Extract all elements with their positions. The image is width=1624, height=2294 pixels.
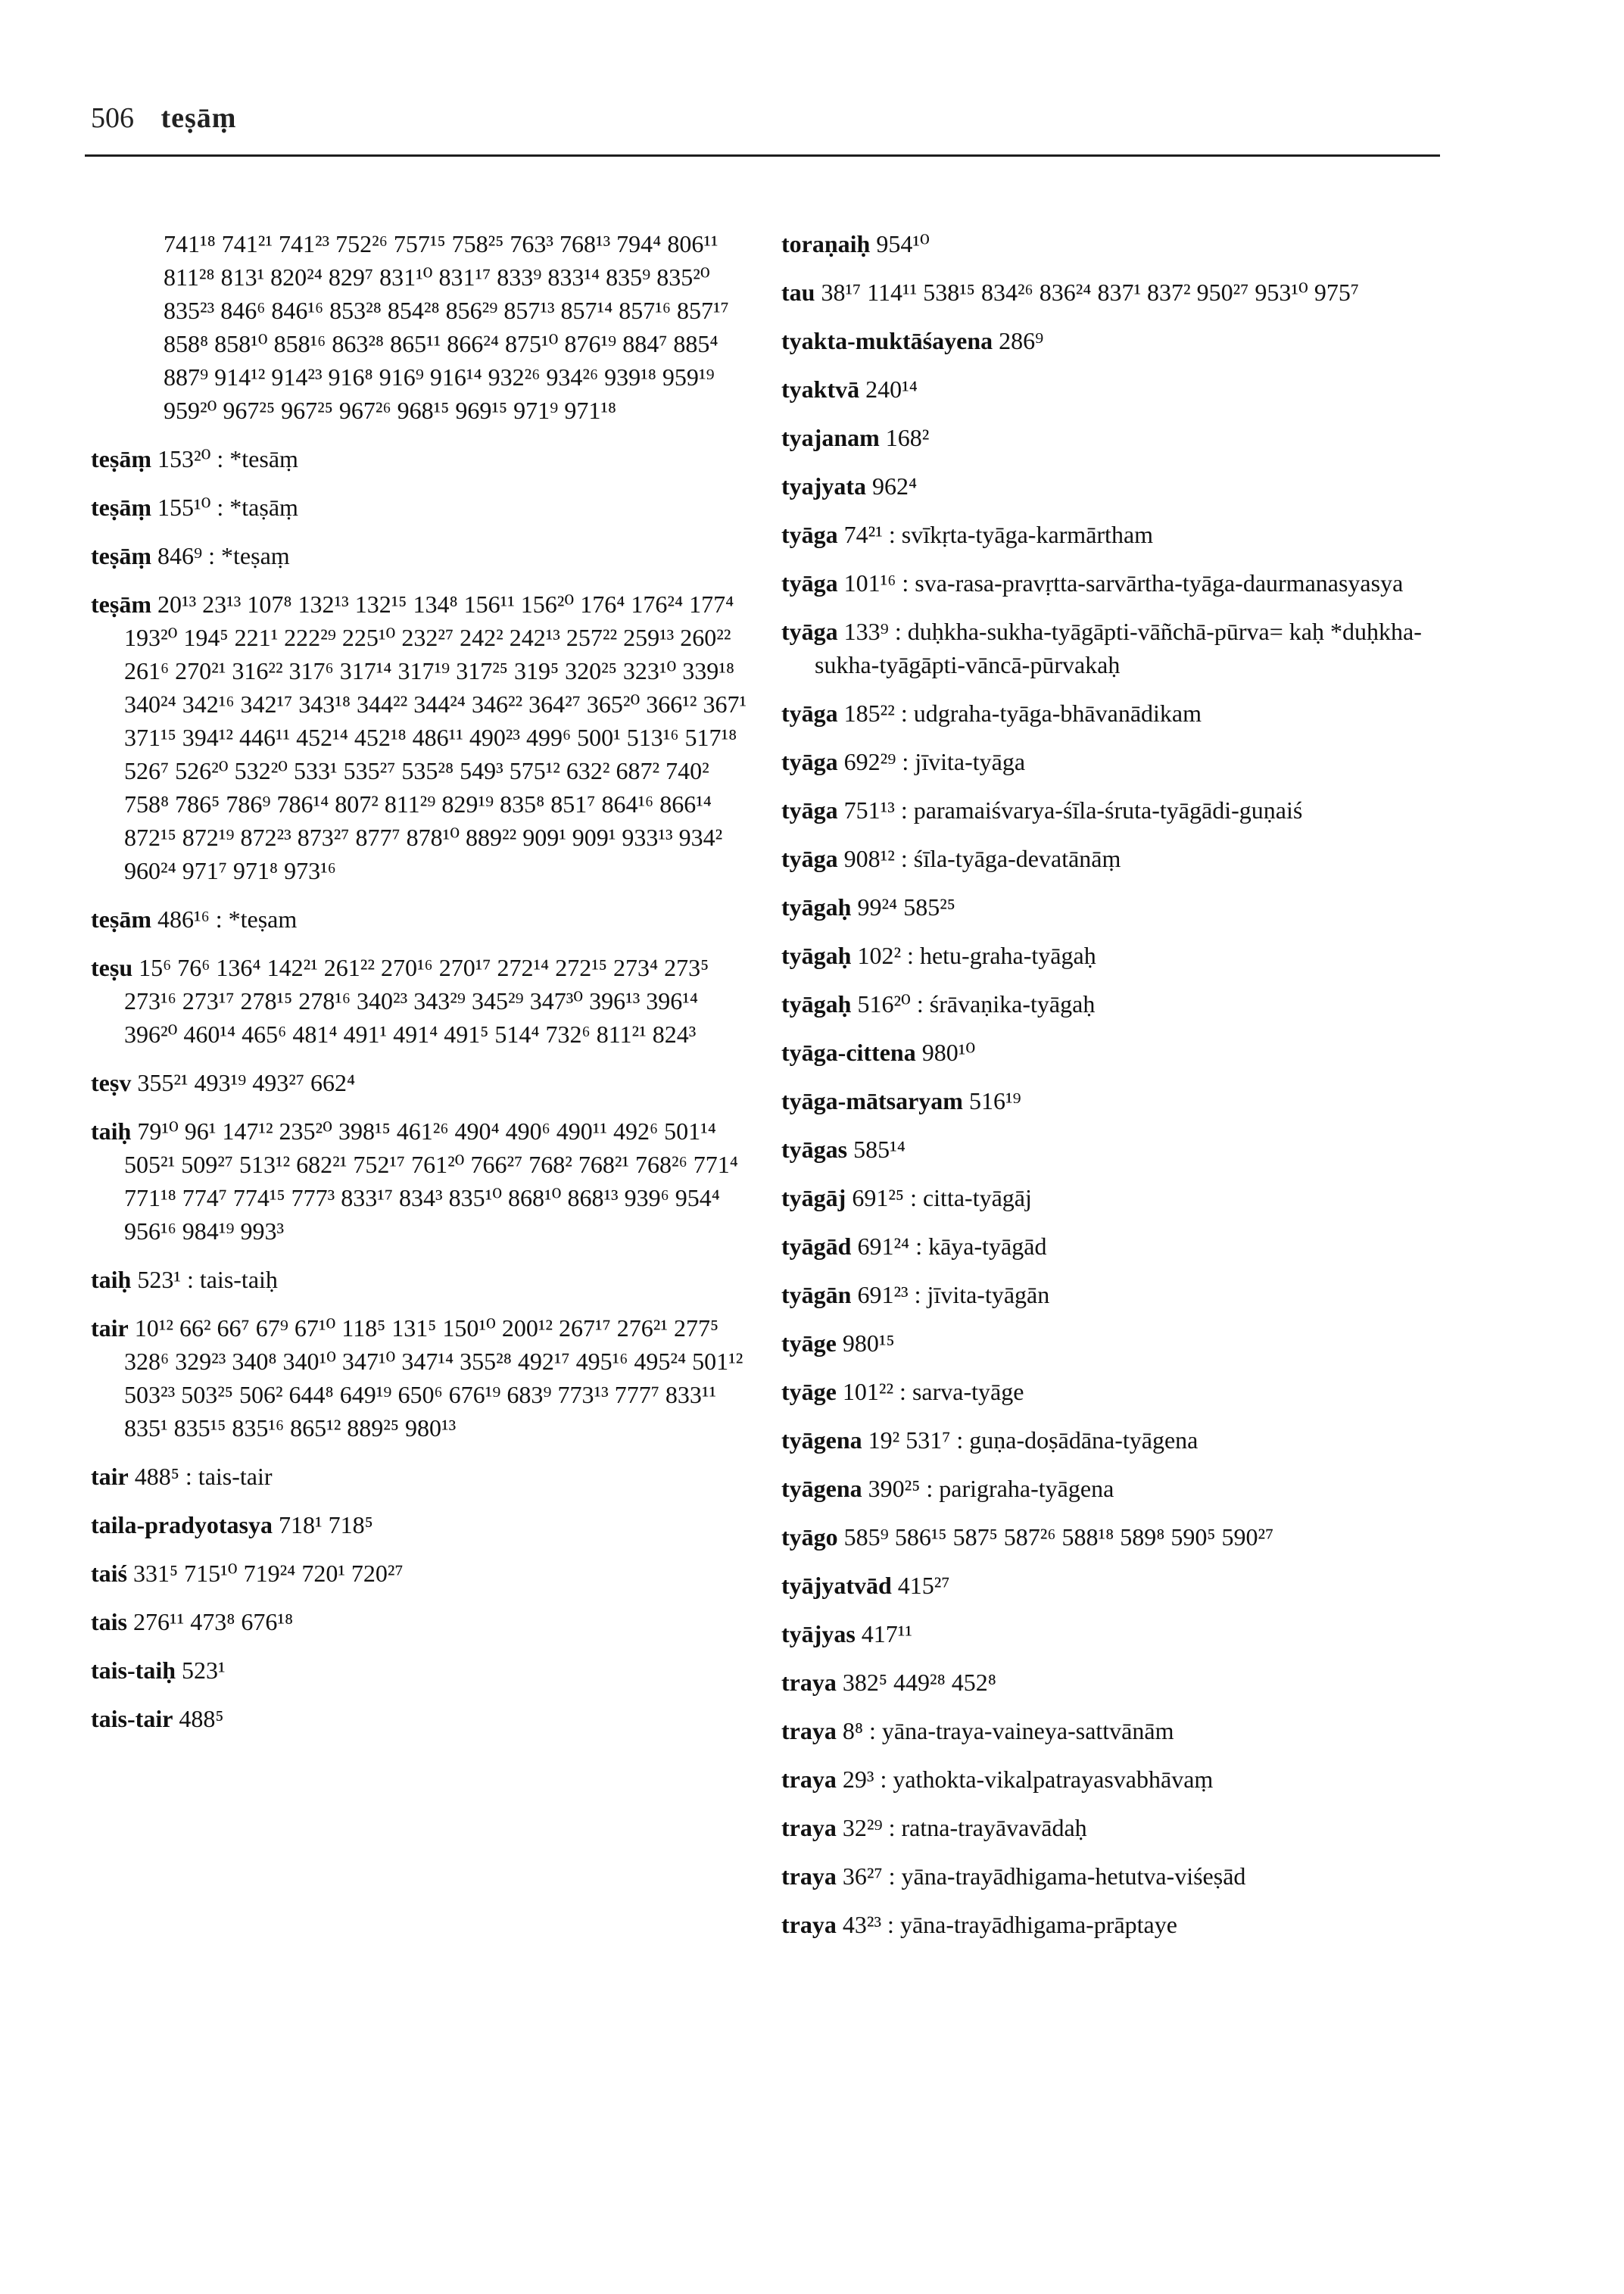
entry-references: 286⁹: [999, 327, 1044, 354]
entry-references: 846⁹: [157, 542, 203, 569]
entry-references: 516¹⁹: [968, 1087, 1021, 1114]
entry-gloss: : yāna-trayādhigama-prāptaye: [887, 1911, 1177, 1938]
entry-references: 43²³: [842, 1911, 882, 1938]
entry-references: 516²⁰: [857, 990, 911, 1018]
entry-headword: teṣv: [91, 1069, 132, 1096]
index-entry: [781, 1133, 1448, 1166]
entry-gloss: : yāna-traya-vaineya-sattvānām: [869, 1717, 1174, 1744]
right-column: [781, 227, 1448, 1956]
entry-references: 29³: [842, 1766, 874, 1793]
entry-references: 523¹: [137, 1266, 181, 1293]
entry-headword: toraṇaiḥ: [781, 230, 871, 257]
entry-headword: taiḥ: [91, 1266, 132, 1293]
index-entry: [781, 1569, 1448, 1602]
entry-references: 980¹⁵: [842, 1329, 895, 1357]
entry-headword: traya: [781, 1766, 837, 1793]
entry-headword: taiḥ: [91, 1117, 132, 1145]
entry-headword: teṣāṃ: [91, 494, 151, 521]
index-entry: [781, 1811, 1448, 1844]
index-entry: [91, 539, 750, 572]
entry-gloss: : *teṣaṃ: [208, 542, 290, 569]
entry-headword: tyāga: [781, 521, 838, 548]
entry-headword: tyāgaḥ: [781, 893, 852, 921]
entry-headword: tyāgas: [781, 1136, 848, 1163]
entry-headword: taila-pradyotasya: [91, 1511, 273, 1538]
entry-references: 908¹²: [843, 845, 895, 872]
index-entry: [91, 1460, 750, 1493]
index-entry: [781, 227, 1448, 260]
entry-references: 38¹⁷ 114¹¹ 538¹⁵ 834²⁶ 836²⁴ 837¹ 837² 950²⁷ 953¹⁰ 975⁷: [821, 279, 1359, 306]
index-entry: [91, 1605, 750, 1638]
entry-headword: tyāgāj: [781, 1184, 846, 1211]
index-entry: [781, 793, 1448, 827]
entry-headword: tau: [781, 279, 815, 306]
index-entry: [91, 1263, 750, 1296]
entry-headword: traya: [781, 1814, 837, 1841]
entry-references: 980¹⁰: [921, 1039, 976, 1066]
index-entry: [781, 421, 1448, 454]
entry-references: 133⁹: [843, 618, 889, 645]
entry-references: 331⁵ 715¹⁰ 719²⁴ 720¹ 720²⁷: [133, 1560, 404, 1587]
entry-headword: tyāgān: [781, 1281, 852, 1308]
entry-references: 585⁹ 586¹⁵ 587⁵ 587²⁶ 588¹⁸ 589⁸ 590⁵ 590²⁷: [843, 1523, 1274, 1551]
header-rule: [85, 154, 1440, 157]
entry-gloss: : udgraha-tyāga-bhāvanādikam: [900, 700, 1202, 727]
entry-references: 36²⁷: [842, 1862, 883, 1890]
entry-references: 355²¹ 493¹⁹ 493²⁷ 662⁴: [137, 1069, 356, 1096]
index-entry: [781, 890, 1448, 924]
left-column: [91, 227, 750, 1750]
entry-references: 168²: [885, 424, 930, 451]
entry-references: 153²⁰: [157, 445, 211, 472]
entry-gloss: : tais-tair: [185, 1463, 273, 1490]
index-entry: [91, 1702, 750, 1735]
index-entry: [781, 842, 1448, 875]
entry-references: 99²⁴ 585²⁵: [857, 893, 955, 921]
entry-references: 102²: [857, 942, 902, 969]
index-entry: [781, 1859, 1448, 1893]
entry-references: 585¹⁴: [853, 1136, 906, 1163]
index-entry: [781, 1326, 1448, 1360]
entry-gloss: : yathokta-vikalpatrayasvabhāvaṃ: [880, 1766, 1214, 1793]
entry-headword: traya: [781, 1862, 837, 1890]
running-header: [91, 101, 236, 135]
index-entry: [781, 518, 1448, 551]
entry-headword: tyāga: [781, 618, 838, 645]
entry-headword: teṣām: [91, 905, 151, 933]
entry-gloss: : kāya-tyāgād: [915, 1233, 1047, 1260]
entry-headword: tyāgaḥ: [781, 990, 852, 1018]
entry-gloss: : jīvita-tyāgān: [914, 1281, 1050, 1308]
entry-references: 523¹: [182, 1657, 226, 1684]
index-entry: [91, 1066, 750, 1099]
entry-headword: tyāga: [781, 845, 838, 872]
index-entry: [781, 372, 1448, 406]
index-entry: [781, 1181, 1448, 1214]
index-entry: [781, 1617, 1448, 1650]
entry-headword: tyajanam: [781, 424, 880, 451]
index-entry: [781, 987, 1448, 1021]
entry-references: 20¹³ 23¹³ 107⁸ 132¹³ 132¹⁵ 134⁸ 156¹¹ 156²⁰ 176⁴ 176²⁴ 177⁴ 193²⁰ 194⁵ 221¹ 222²⁹ 225¹⁰ 232²⁷ 242² 242¹³ 257²² 259¹³ 260²² 261⁶ 270²¹ 316²² 317⁶ 317¹⁴ 317¹⁹ 317²⁵ 319⁵ 320²⁵ 323¹⁰ 339¹⁸ 340²⁴ 342¹⁶ 342¹⁷ 343¹⁸ 344²² 344²⁴ 346²² 364²⁷ 365²⁰ 366¹² 367¹ 371¹⁵ 394¹² 446¹¹ 452¹⁴ 452¹⁸ 486¹¹ 490²³ 499⁶ 500¹ 513¹⁶ 517¹⁸ 526⁷ 526²⁰ 532²⁰ 533¹ 535²⁷ 535²⁸ 549³ 575¹² 632² 687² 740² 758⁸ 786⁵ 786⁹ 786¹⁴ 807² 811²⁹ 829¹⁹ 835⁸ 851⁷ 864¹⁶ 866¹⁴ 872¹⁵ 872¹⁹ 872²³ 873²⁷ 877⁷ 878¹⁰ 889²² 909¹ 909¹ 933¹³ 934² 960²⁴ 971⁷ 971⁸ 973¹⁶: [124, 591, 747, 884]
index-entry: [91, 902, 750, 936]
entry-headword: tair: [91, 1314, 129, 1342]
index-entry: [781, 697, 1448, 730]
entry-headword: taiś: [91, 1560, 127, 1587]
entry-headword: teṣām: [91, 591, 151, 618]
entry-headword: tyāge: [781, 1378, 837, 1405]
entry-headword: tyāga: [781, 569, 838, 597]
entry-headword: tyāga-mātsaryam: [781, 1087, 963, 1114]
index-entry: [781, 1520, 1448, 1554]
index-entry: [781, 469, 1448, 503]
entry-gloss: : *tesāṃ: [217, 445, 298, 472]
entry-headword: tais-tair: [91, 1705, 173, 1732]
entry-references: 751¹³: [843, 796, 895, 824]
index-entry: [781, 1230, 1448, 1263]
entry-references: 488⁵: [179, 1705, 224, 1732]
index-entry: [91, 1114, 750, 1248]
entry-references: 74²¹: [843, 521, 883, 548]
entry-gloss: : *taṣāṃ: [217, 494, 298, 521]
entry-headword: tyāge: [781, 1329, 837, 1357]
index-entry: [91, 491, 750, 524]
entry-references: 954¹⁰: [876, 230, 930, 257]
entry-headword: tais: [91, 1608, 127, 1635]
entry-headword: tyāgaḥ: [781, 942, 852, 969]
index-entry: [91, 227, 750, 427]
entry-references: 486¹⁶: [157, 905, 210, 933]
entry-references: 415²⁷: [897, 1572, 950, 1599]
entry-references: 488⁵: [134, 1463, 179, 1490]
entry-headword: teṣāṃ: [91, 542, 151, 569]
entry-references: 8⁸: [842, 1717, 864, 1744]
entry-references: 691²⁴: [857, 1233, 910, 1260]
entry-references: 185²²: [843, 700, 895, 727]
entry-headword: teṣāṃ: [91, 445, 151, 472]
page-number: 506: [91, 102, 134, 134]
entry-gloss: : paramaiśvarya-śīla-śruta-tyāgādi-guṇaiś: [900, 796, 1303, 824]
entry-references: 718¹ 718⁵: [279, 1511, 373, 1538]
index-entry: [781, 1084, 1448, 1117]
entry-gloss: : svīkṛta-tyāga-karmārtham: [888, 521, 1154, 548]
entry-gloss: : citta-tyāgāj: [910, 1184, 1032, 1211]
entry-headword: tyāgo: [781, 1523, 838, 1551]
entry-references: 741¹⁸ 741²¹ 741²³ 752²⁶ 757¹⁵ 758²⁵ 763³ 768¹³ 794⁴ 806¹¹ 811²⁸ 813¹ 820²⁴ 829⁷ 831¹⁰ 831¹⁷ 833⁹ 833¹⁴ 835⁹ 835²⁰ 835²³ 846⁶ 846¹⁶ 853²⁸ 854²⁸ 856²⁹ 857¹³ 857¹⁴ 857¹⁶ 857¹⁷ 858⁸ 858¹⁰ 858¹⁶ 863²⁸ 865¹¹ 866²⁴ 875¹⁰ 876¹⁹ 884⁷ 885⁴ 887⁹ 914¹² 914²³ 916⁸ 916⁹ 916¹⁴ 932²⁶ 934²⁶ 939¹⁸ 959¹⁹ 959²⁰ 967²⁵ 967²⁵ 967²⁶ 968¹⁵ 969¹⁵ 971⁹ 971¹⁸: [164, 230, 729, 424]
entry-headword: tyāga: [781, 796, 838, 824]
entry-references: 390²⁵: [868, 1475, 921, 1502]
entry-gloss: : yāna-trayādhigama-hetutva-viśeṣād: [888, 1862, 1246, 1890]
index-entry: [781, 1908, 1448, 1941]
entry-gloss: : tais-taiḥ: [186, 1266, 278, 1293]
entry-references: 15⁶ 76⁶ 136⁴ 142²¹ 261²² 270¹⁶ 270¹⁷ 272¹⁴ 272¹⁵ 273⁴ 273⁵ 273¹⁶ 273¹⁷ 278¹⁵ 278¹⁶ 340²³ 343²⁹ 345²⁹ 347³⁰ 396¹³ 396¹⁴ 396²⁰ 460¹⁴ 465⁶ 481⁴ 491¹ 491⁴ 491⁵ 514⁴ 732⁶ 811²¹ 824³: [124, 954, 709, 1048]
entry-references: 240¹⁴: [865, 376, 918, 403]
entry-references: 962⁴: [871, 472, 918, 500]
entry-references: 417¹¹: [861, 1620, 912, 1647]
entry-headword: tyāga: [781, 700, 838, 727]
index-entry: [781, 1375, 1448, 1408]
entry-references: 101²²: [842, 1378, 894, 1405]
entry-headword: tyakta-muktāśayena: [781, 327, 993, 354]
entry-headword: tyāgena: [781, 1475, 862, 1502]
entry-references: 32²⁹: [842, 1814, 883, 1841]
entry-gloss: : sva-rasa-pravṛtta-sarvārtha-tyāga-daurmanasyasya: [902, 569, 1404, 597]
index-entry: [781, 566, 1448, 600]
entry-headword: tyāgena: [781, 1426, 862, 1454]
header-headword: teṣāṃ: [161, 102, 237, 134]
entry-gloss: : guṇa-doṣādāna-tyāgena: [956, 1426, 1199, 1454]
entry-headword: traya: [781, 1911, 837, 1938]
entry-headword: traya: [781, 1669, 837, 1696]
entry-gloss: : jīvita-tyāga: [902, 748, 1026, 775]
entry-headword: tais-taiḥ: [91, 1657, 176, 1684]
entry-gloss: : parigraha-tyāgena: [926, 1475, 1114, 1502]
index-entry: [781, 745, 1448, 778]
entry-gloss: : śrāvaṇika-tyāgaḥ: [916, 990, 1096, 1018]
entry-gloss: : hetu-graha-tyāgaḥ: [907, 942, 1096, 969]
entry-references: 382⁵ 449²⁸ 452⁸: [842, 1669, 996, 1696]
entry-headword: tyājyatvād: [781, 1572, 892, 1599]
index-entry: [91, 442, 750, 475]
entry-gloss: : ratna-trayāvavādaḥ: [888, 1814, 1087, 1841]
entry-headword: teṣu: [91, 954, 133, 981]
index-entry: [781, 939, 1448, 972]
entry-gloss: : sarva-tyāge: [899, 1378, 1024, 1405]
entry-gloss: : śīla-tyāga-devatānāṃ: [900, 845, 1121, 872]
entry-headword: tyājyas: [781, 1620, 856, 1647]
index-entry: [781, 324, 1448, 357]
index-entry: [781, 1036, 1448, 1069]
index-entry: [781, 276, 1448, 309]
entry-headword: tyāga-cittena: [781, 1039, 916, 1066]
index-entry: [781, 1666, 1448, 1699]
index-entry: [91, 1508, 750, 1541]
index-entry: [91, 951, 750, 1051]
index-entry: [781, 1278, 1448, 1311]
entry-gloss: : *teṣam: [215, 905, 298, 933]
index-entry: [781, 1472, 1448, 1505]
index-entry: [91, 1653, 750, 1687]
entry-references: 691²⁵: [852, 1184, 905, 1211]
entry-headword: tyaktvā: [781, 376, 860, 403]
entry-gloss: : duḥkha-sukha-tyāgāpti-vāñchā-pūrva= kaḥ *duḥkha-sukha-tyāgāpti-vāncā-pūrvakaḥ: [815, 618, 1422, 678]
entry-headword: traya: [781, 1717, 837, 1744]
index-entry: [781, 1423, 1448, 1457]
index-entry: [91, 1557, 750, 1590]
entry-references: 19² 531⁷: [868, 1426, 951, 1454]
entry-headword: tyajyata: [781, 472, 866, 500]
index-entry: [781, 1714, 1448, 1747]
entry-references: 691²³: [857, 1281, 909, 1308]
entry-headword: tair: [91, 1463, 129, 1490]
entry-references: 276¹¹ 473⁸ 676¹⁸: [133, 1608, 294, 1635]
entry-headword: tyāga: [781, 748, 838, 775]
index-entry: [781, 615, 1448, 681]
entry-references: 79¹⁰ 96¹ 147¹² 235²⁰ 398¹⁵ 461²⁶ 490⁴ 490⁶ 490¹¹ 492⁶ 501¹⁴ 505²¹ 509²⁷ 513¹² 682²¹ 752¹⁷ 761²⁰ 766²⁷ 768² 768²¹ 768²⁶ 771⁴ 771¹⁸ 774⁷ 774¹⁵ 777³ 833¹⁷ 834³ 835¹⁰ 868¹⁰ 868¹³ 939⁶ 954⁴ 956¹⁶ 984¹⁹ 993³: [124, 1117, 738, 1245]
entry-references: 692²⁹: [843, 748, 896, 775]
entry-references: 155¹⁰: [157, 494, 211, 521]
entry-references: 101¹⁶: [843, 569, 896, 597]
entry-references: 10¹² 66² 66⁷ 67⁹ 67¹⁰ 118⁵ 131⁵ 150¹⁰ 200¹² 267¹⁷ 276²¹ 277⁵ 328⁶ 329²³ 340⁸ 340¹⁰ 347¹⁰ 347¹⁴ 355²⁸ 492¹⁷ 495¹⁶ 495²⁴ 501¹² 503²³ 503²⁵ 506² 644⁸ 649¹⁹ 650⁶ 676¹⁹ 683⁹ 773¹³ 777⁷ 833¹¹ 835¹ 835¹⁵ 835¹⁶ 865¹² 889²⁵ 980¹³: [124, 1314, 743, 1442]
index-entry: [91, 1311, 750, 1445]
index-entry: [781, 1763, 1448, 1796]
index-entry: [91, 588, 750, 887]
entry-headword: tyāgād: [781, 1233, 852, 1260]
